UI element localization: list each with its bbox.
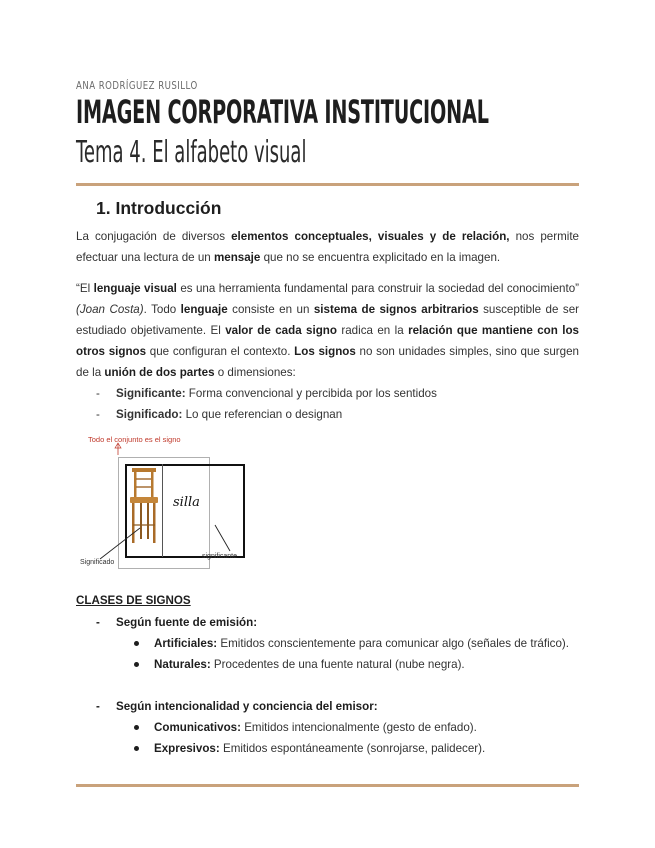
sign-class-group (76, 696, 579, 759)
classes-title: CLASES DE SIGNOS (76, 594, 191, 607)
bullet-icon (134, 725, 139, 730)
list-term: Naturales: (154, 658, 211, 671)
dash-marker: - (96, 700, 100, 713)
bold-run: Los signos (294, 345, 356, 358)
list-term: Expresivos: (154, 742, 220, 755)
author-name: ANA RODRÍGUEZ RUSILLO (76, 79, 198, 92)
dash-marker: - (96, 616, 100, 629)
significado-label: Significado (80, 559, 115, 566)
list-desc: Emitidos intencionalmente (gesto de enfado). (240, 721, 477, 734)
bullet-icon (134, 746, 139, 751)
sign-class-group (76, 612, 579, 675)
top-divider (76, 183, 579, 186)
text-run: “El (76, 282, 94, 295)
list-desc: Procedentes de una fuente natural (nube negra). (210, 658, 465, 671)
citation: (Joan Costa) (76, 303, 144, 316)
bullet-icon (134, 662, 139, 667)
document-subtitle: Tema 4. El alfabeto visual (76, 135, 307, 170)
category-heading: Según intencionalidad y conciencia del emisor: (116, 700, 378, 713)
dash-marker: - (96, 408, 100, 421)
bold-run: elementos conceptuales, visuales y de relación, (231, 230, 510, 243)
list-desc: Emitidos espontáneamente (sonrojarse, palidecer). (219, 742, 486, 755)
bold-run: unión de dos partes (104, 366, 215, 379)
bold-run: relación que mantiene con los otros signos (76, 324, 579, 358)
text-run: La conjugación de diversos (76, 230, 232, 243)
list-item (76, 717, 579, 738)
list-item (76, 404, 579, 425)
text-run: que configuran el contexto. (146, 345, 295, 358)
list-item (76, 633, 579, 654)
text-run: que no se encuentra explicitado en la imagen. (260, 251, 501, 264)
text-run: consiste en un (227, 303, 314, 316)
language-paragraph (76, 278, 579, 383)
sign-diagram (80, 433, 250, 573)
bold-run: mensaje (213, 251, 261, 264)
chair-illustration (80, 433, 250, 573)
sign-dimensions-list (76, 383, 579, 425)
dash-marker: - (96, 387, 100, 400)
bullet-icon (134, 641, 139, 646)
text-run: no son unidades simples, sino que surgen de la (76, 345, 580, 379)
list-item (76, 738, 579, 759)
category-heading: Según fuente de emisión: (116, 616, 258, 629)
list-item (76, 383, 579, 404)
list-term: Significado: (116, 408, 183, 421)
text-run: es una herramienta fundamental para construir la sociedad del conocimiento” (176, 282, 580, 295)
text-run: . Todo (143, 303, 181, 316)
bold-run: lenguaje visual (93, 282, 177, 295)
list-term: Significante: (116, 387, 186, 400)
document-title: IMAGEN CORPORATIVA INSTITUCIONAL (76, 93, 489, 131)
class-category (76, 612, 579, 633)
diagram-top-label: Todo el conjunto es el signo (88, 435, 181, 444)
bottom-divider (76, 784, 579, 787)
list-desc: Lo que referencian o designan (182, 408, 343, 421)
class-category (76, 696, 579, 717)
text-run: susceptible de ser estudiado objetivamente. El (76, 303, 580, 337)
section-heading: 1. Introducción (96, 198, 222, 218)
bold-run: lenguaje (180, 303, 228, 316)
text-run: nos permite efectuar una lectura de un (76, 230, 579, 264)
list-desc: Emitidos conscientemente para comunicar algo (señales de tráfico). (217, 637, 570, 650)
diagram-word: silla (173, 495, 200, 510)
text-run: o dimensiones: (214, 366, 296, 379)
list-term: Artificiales: (154, 637, 218, 650)
intro-paragraph (76, 226, 579, 268)
text-run: radica en la (336, 324, 409, 337)
bold-run: sistema de signos arbitrarios (313, 303, 479, 316)
list-desc: Forma convencional y percibida por los sentidos (185, 387, 437, 400)
list-term: Comunicativos: (154, 721, 241, 734)
significante-label: significante (202, 553, 238, 560)
bold-run: valor de cada signo (225, 324, 337, 337)
list-item (76, 654, 579, 675)
